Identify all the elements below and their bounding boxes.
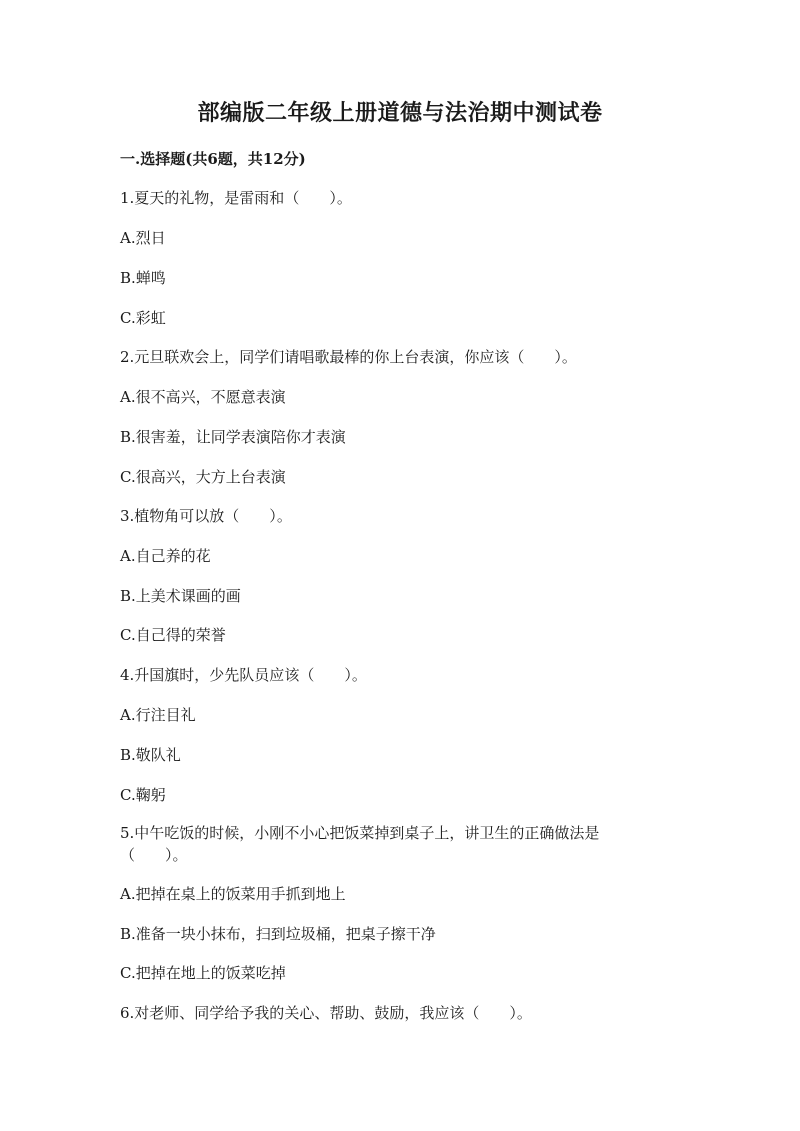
question-4-stem: 4.升国旗时，少先队员应该（ ）。 <box>120 666 367 684</box>
question-1-option-a: A.烈日 <box>120 229 166 247</box>
question-2-option-b: B.很害羞，让同学表演陪你才表演 <box>120 428 346 446</box>
question-2-option-a: A.很不高兴，不愿意表演 <box>120 388 286 406</box>
question-4-option-c: C.鞠躬 <box>120 786 166 804</box>
question-2-stem: 2.元旦联欢会上，同学们请唱歌最棒的你上台表演，你应该（ ）。 <box>120 348 577 366</box>
question-6-stem: 6.对老师、同学给予我的关心、帮助、鼓励，我应该（ ）。 <box>120 1004 532 1022</box>
exam-title: 部编版二年级上册道德与法治期中测试卷 <box>197 100 603 126</box>
question-1-stem: 1.夏天的礼物，是雷雨和（ ）。 <box>120 189 352 207</box>
question-4-option-a: A.行注目礼 <box>120 706 196 724</box>
question-3-option-a: A.自己养的花 <box>120 547 211 565</box>
question-2-option-c: C.很高兴，大方上台表演 <box>120 468 286 486</box>
question-5-stem: 5.中午吃饭的时候，小刚不小心把饭菜掉到桌子上，讲卫生的正确做法是（ ）。 <box>120 824 600 864</box>
question-5-option-c: C.把掉在地上的饭菜吃掉 <box>120 964 286 982</box>
question-3-option-c: C.自己得的荣誉 <box>120 626 226 644</box>
question-3-stem: 3.植物角可以放（ ）。 <box>120 507 292 525</box>
question-3-option-b: B.上美术课画的画 <box>120 587 241 605</box>
question-1-option-b: B.蝉鸣 <box>120 269 166 287</box>
question-5-option-b: B.准备一块小抹布，扫到垃圾桶，把桌子擦干净 <box>120 925 436 943</box>
question-5-option-a: A.把掉在桌上的饭菜用手抓到地上 <box>120 885 346 903</box>
question-4-option-b: B.敬队礼 <box>120 746 181 764</box>
section-heading: 一.选择题(共6题，共12分) <box>120 150 306 168</box>
question-1-option-c: C.彩虹 <box>120 309 166 327</box>
